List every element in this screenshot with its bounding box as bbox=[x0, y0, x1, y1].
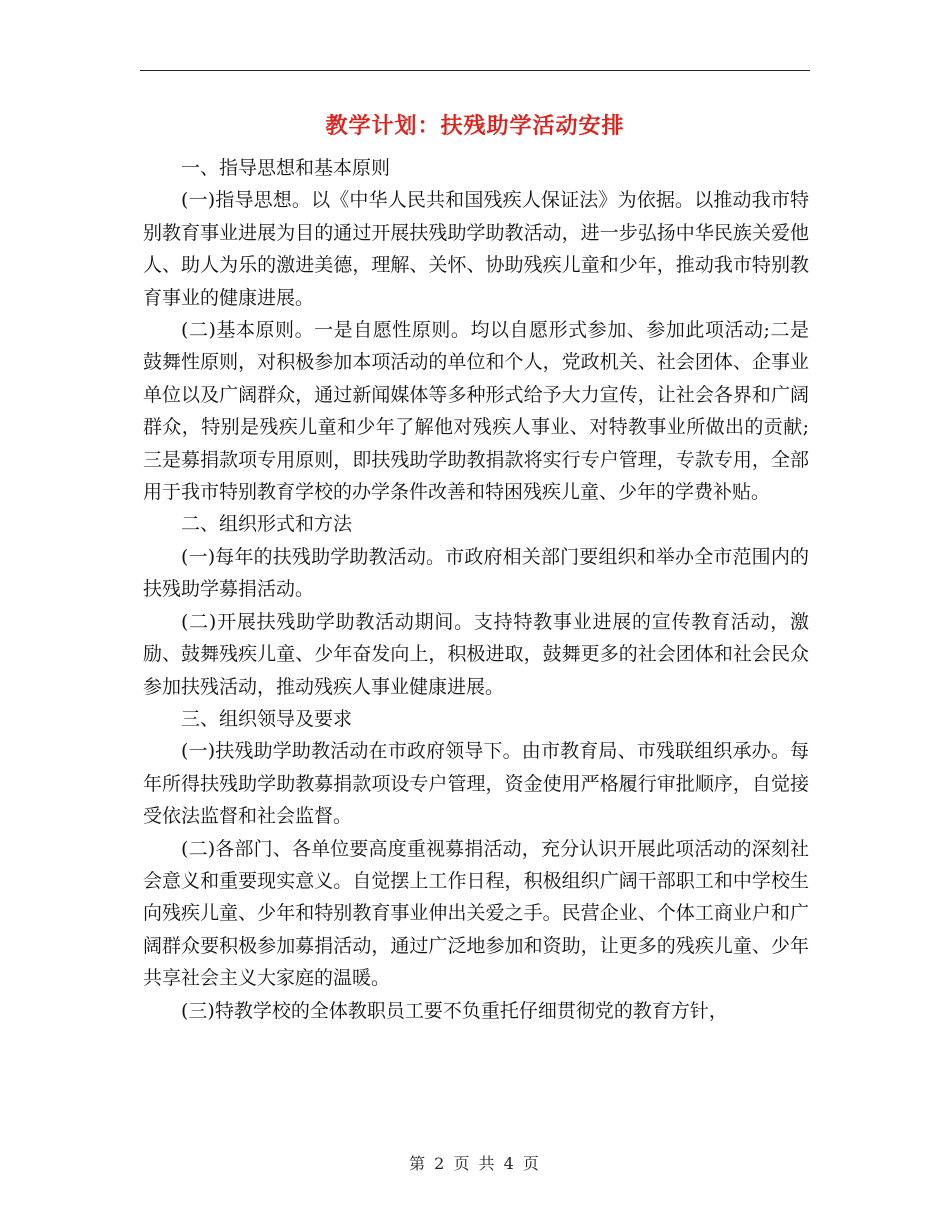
document-title: 教学计划：扶残助学活动安排 bbox=[325, 114, 625, 139]
paragraph-basic-principles: (二)基本原则。一是自愿性原则。均以自愿形式参加、参加此项活动;二是鼓舞性原则，对积极参加本项活动的单位和个人，党政机关、社会团体、企事业单位以及广阔群众，通过新闻媒体等多种形式给予大力宣传，让社会各界和广阔群众，特别是残疾儿童和少年了解他对残疾人事业、对特教事业所做出的贡献;三是募捐款项专用原则，即扶残助学助教捐款将实行专户管理，专款专用，全部用于我市特别教育学校的办学条件改善和特困残疾儿童、少年的学费补贴。 bbox=[143, 319, 809, 504]
section-heading-guiding-principles: 一、指导思想和基本原则 bbox=[181, 157, 391, 179]
page-footer: 第 2 页 共 4 页 bbox=[409, 1154, 541, 1173]
paragraph-government-leadership: (一)扶残助学助教活动在市政府领导下。由市教育局、市残联组织承办。每年所得扶残助学助教募捐款项设专户管理，资金使用严格履行审批顺序，自觉接受依法监督和社会监督。 bbox=[143, 740, 809, 828]
paragraph-departments: (二)各部门、各单位要高度重视募捐活动，充分认识开展此项活动的深刻社会意义和重要现实意义。自觉摆上工作日程，积极组织广阔干部职工和中学校生向残疾儿童、少年和特别教育事业伸出关爱之手。民营企业、个体工商业户和广阔群众要积极参加募捐活动，通过广泛地参加和资助，让更多的残疾儿童、少年共享社会主义大家庭的温暖。 bbox=[143, 837, 809, 990]
section-heading-organization-form: 二、组织形式和方法 bbox=[181, 513, 353, 536]
paragraph-annual-activity: (一)每年的扶残助学助教活动。市政府相关部门要组织和举办全市范围内的扶残助学募捐活动。 bbox=[143, 545, 809, 601]
header-rule bbox=[140, 70, 810, 71]
paragraph-special-school-staff: (三)特教学校的全体教职员工要不负重托仔细贯彻党的教育方针， bbox=[181, 999, 728, 1022]
document-body bbox=[143, 152, 809, 1027]
paragraph-guiding-thought: (一)指导思想。以《中华人民共和国残疾人保证法》为依据。以推动我市特别教育事业进展为目的通过开展扶残助学助教活动，进一步弘扬中华民族关爱他人、助人为乐的激进美德，理解、关怀、协助残疾儿童和少年，推动我市特别教育事业的健康进展。 bbox=[143, 189, 809, 309]
paragraph-activity-period: (二)开展扶残助学助教活动期间。支持特教事业进展的宣传教育活动，激励、鼓舞残疾儿童、少年奋发向上，积极进取，鼓舞更多的社会团体和社会民众参加扶残活动，推动残疾人事业健康进展。 bbox=[143, 610, 809, 698]
section-heading-leadership: 三、组织领导及要求 bbox=[181, 707, 353, 730]
